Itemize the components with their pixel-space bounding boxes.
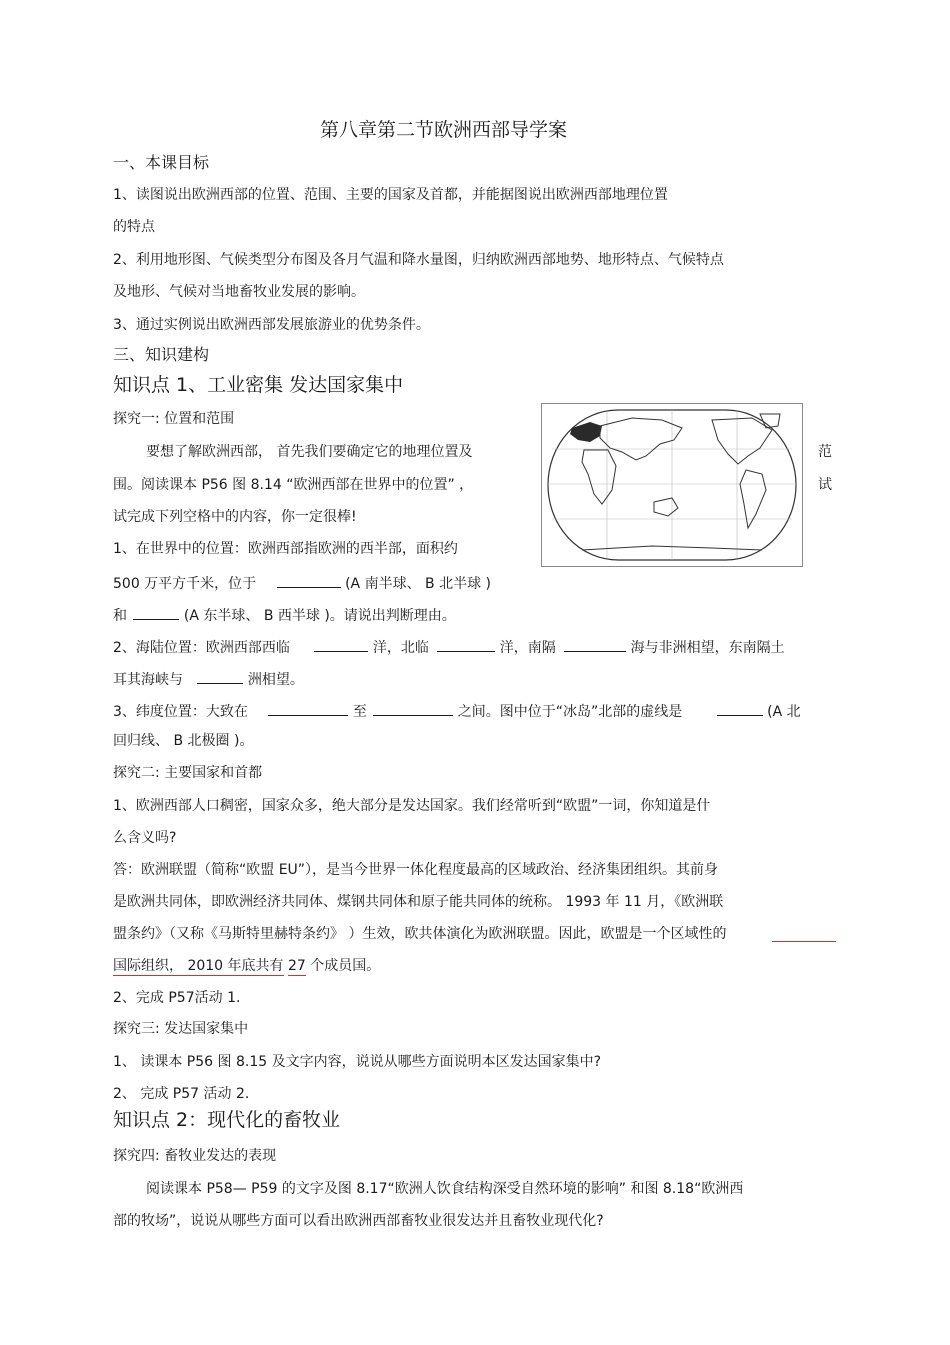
question-line: 么含义吗? bbox=[113, 830, 177, 846]
answer-line: 答：欧洲联盟（简称“欧盟 EU”），是当今世界一体化程度最高的区域政治、经济集团组织。其前身 bbox=[113, 862, 719, 878]
answer-line: 盟条约》（又称《马斯特里赫特条约》 ）生效，欧共体演化为欧洲联盟。因此，欧盟是一个区域性的 bbox=[113, 926, 727, 942]
question-text: 海与非洲相望，东南隔土 bbox=[630, 640, 785, 656]
world-map-figure bbox=[541, 403, 803, 567]
paragraph-line: 阅读课本 P58— P59 的文字及图 8.17“欧洲人饮食结构深受自然环境的影响” 和图 8.18“欧洲西 bbox=[146, 1181, 744, 1197]
question-text: 500 万平方千米，位于 bbox=[113, 576, 257, 592]
question-line bbox=[113, 668, 304, 689]
answer-text: 个成员国。 bbox=[310, 958, 381, 974]
inquiry-heading: 探究二: 主要国家和首都 bbox=[113, 765, 263, 781]
question-line: 回归线、 B 北极圈 )。 bbox=[113, 733, 254, 749]
answer-blank[interactable] bbox=[277, 572, 341, 588]
question-text: 3、纬度位置：大致在 bbox=[113, 704, 248, 720]
goal-line: 2、利用地形图、气候类型分布图及各月气温和降水量图，归纳欧洲西部地势、地形特点、气候特点 bbox=[113, 252, 724, 268]
paragraph-line: 试完成下列空格中的内容，你一定很棒! bbox=[113, 509, 357, 525]
goal-line: 3、通过实例说出欧洲西部发展旅游业的优势条件。 bbox=[113, 317, 430, 333]
goal-line: 1、读图说出欧洲西部的位置、范围、主要的国家及首都，并能据图说出欧洲西部地理位置 bbox=[113, 187, 668, 203]
knowledge-point-heading: 知识点 1、工业密集 发达国家集中 bbox=[113, 374, 404, 396]
question-text: (A 北 bbox=[767, 704, 801, 720]
paragraph-line-end: 试 bbox=[818, 477, 832, 493]
underlined-text: 国际组织， 2010 年底共有 bbox=[113, 958, 284, 974]
knowledge-point-heading: 知识点 2：现代化的畜牧业 bbox=[113, 1109, 341, 1131]
question-line bbox=[113, 636, 785, 657]
question-text: 洋，南隔 bbox=[499, 640, 556, 656]
question-text: 洲相望。 bbox=[247, 672, 304, 688]
inquiry-heading: 探究四: 畜牧业发达的表现 bbox=[113, 1148, 277, 1164]
answer-line bbox=[113, 957, 380, 976]
question-text: (A 东半球、 B 西半球 )。请说出判断理由。 bbox=[183, 608, 456, 624]
question-text: 至 bbox=[352, 704, 367, 720]
inquiry-heading: 探究一: 位置和范围 bbox=[113, 411, 235, 427]
question-line: 1、 读课本 P56 图 8.15 及文字内容，说说从哪些方面说明本区发达国家集中? bbox=[113, 1054, 602, 1070]
section-heading: 一、本课目标 bbox=[113, 153, 210, 172]
answer-blank[interactable] bbox=[133, 604, 179, 620]
red-underline bbox=[772, 941, 836, 942]
answer-line: 是欧洲共同体，即欧洲经济共同体、煤钢共同体和原子能共同体的统称。 1993 年 11 月，《欧洲联 bbox=[113, 894, 724, 910]
paragraph-line: 部的牧场”，说说从哪些方面可以看出欧洲西部畜牧业很发达并且畜牧业现代化? bbox=[113, 1213, 604, 1229]
question-text: 和 bbox=[113, 608, 127, 624]
paragraph-line: 要想了解欧洲西部， 首先我们要确定它的地理位置及 bbox=[146, 444, 473, 460]
question-line: 1、欧洲西部人口稠密，国家众多，绝大部分是发达国家。我们经常听到“欧盟”一词，你知道是什 bbox=[113, 798, 711, 814]
world-map-drawing bbox=[542, 404, 802, 566]
question-text: 2、海陆位置：欧洲西部西临 bbox=[113, 640, 290, 656]
question-text: (A 南半球、 B 北半球 ) bbox=[345, 576, 491, 592]
answer-blank[interactable] bbox=[268, 700, 348, 716]
section-heading: 三、知识建构 bbox=[113, 345, 210, 364]
answer-blank[interactable] bbox=[717, 700, 763, 716]
goal-line: 的特点 bbox=[113, 219, 155, 235]
paragraph-line-end: 范 bbox=[818, 444, 832, 460]
answer-blank[interactable] bbox=[373, 700, 453, 716]
question-text: 耳其海峡与 bbox=[113, 672, 183, 688]
page-title: 第八章第二节欧洲西部导学案 bbox=[320, 119, 568, 141]
paragraph-line: 围。阅读课本 P56 图 8.14 “欧洲西部在世界中的位置” ， bbox=[113, 477, 474, 493]
question-line: 2、 完成 P57 活动 2. bbox=[113, 1086, 250, 1102]
inquiry-heading: 探究三: 发达国家集中 bbox=[113, 1021, 249, 1037]
goal-line: 及地形、气候对当地畜牧业发展的影响。 bbox=[113, 284, 365, 300]
question-line: 2、完成 P57活动 1. bbox=[113, 990, 241, 1006]
question-text: 洋，北临 bbox=[372, 640, 429, 656]
question-text: 之间。图中位于“冰岛”北部的虚线是 bbox=[457, 704, 683, 720]
question-line: 1、在世界中的位置：欧洲西部指欧洲的西半部，面积约 bbox=[113, 541, 458, 557]
member-count: 27 bbox=[287, 958, 306, 974]
answer-blank[interactable] bbox=[197, 668, 243, 684]
question-line bbox=[113, 700, 801, 721]
answer-blank[interactable] bbox=[314, 636, 368, 652]
question-line bbox=[113, 572, 491, 593]
question-line bbox=[113, 604, 456, 625]
answer-blank[interactable] bbox=[437, 636, 495, 652]
answer-blank[interactable] bbox=[564, 636, 626, 652]
